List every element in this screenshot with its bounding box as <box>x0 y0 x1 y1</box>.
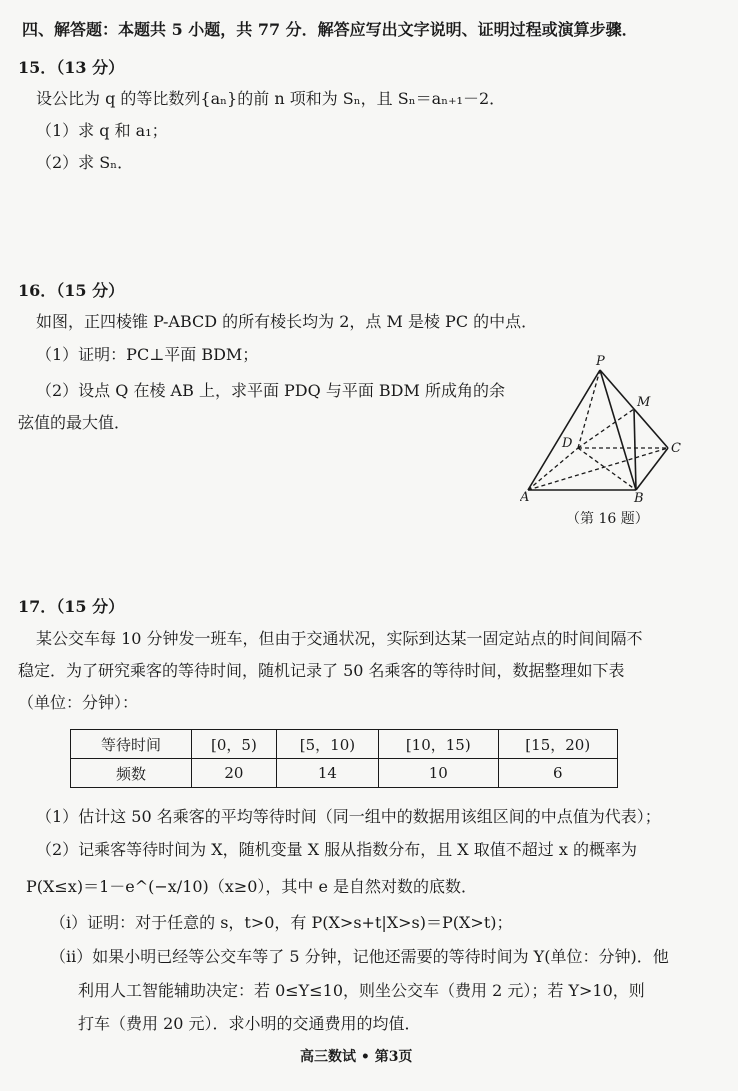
frequency-table <box>70 729 618 788</box>
q17-sub-ii-line3: 打车（费用 20 元）．求小明的交通费用的均值． <box>78 1014 421 1033</box>
count-cell: 20 <box>192 759 277 788</box>
edge-PD <box>578 370 600 448</box>
figure16-caption: （第 16 题） <box>566 511 649 527</box>
q15-header: 15．（13 分） <box>18 58 125 77</box>
q15-part2: （2）求 Sₙ． <box>36 153 134 172</box>
q17-stem-line3: （单位：分钟）： <box>18 693 139 712</box>
row-label-time: 等待时间 <box>71 730 192 759</box>
label-P: P <box>596 354 605 369</box>
q16-part2-line1: （2）设点 Q 在棱 AB 上，求平面 PDQ 与平面 BDM 所成角的余 <box>36 381 505 400</box>
edge-BC <box>636 448 668 490</box>
q17-stem-line1: 某公交车每 10 分钟发一班车，但由于交通状况，实际到达某一固定站点的时间间隔不 <box>36 629 643 648</box>
edge-PB <box>600 370 636 490</box>
q17-part2-line1: （2）记乘客等待时间为 X，随机变量 X 服从指数分布，且 X 取值不超过 x 的概率为 <box>36 840 637 859</box>
q15-stem: 设公比为 q 的等比数列{aₙ}的前 n 项和为 Sₙ，且 Sₙ＝aₙ₊₁－2． <box>36 89 506 108</box>
diag-DB <box>578 448 636 490</box>
q15-part1: （1）求 q 和 a₁； <box>36 121 168 140</box>
table-row <box>71 730 618 759</box>
q17-sub-i: （i）证明：对于任意的 s，t>0，有 P(X>s+t|X>s)＝P(X>t)； <box>50 913 513 932</box>
label-C: C <box>671 441 681 456</box>
interval-cell: [0，5) <box>192 730 277 759</box>
label-B: B <box>634 491 644 502</box>
segment-DM <box>578 409 634 448</box>
interval-cell: [5，10) <box>276 730 378 759</box>
q17-header: 17．（15 分） <box>18 597 125 616</box>
edge-AD <box>528 448 578 490</box>
section-heading: 四、解答题：本题共 5 小题，共 77 分．解答应写出文字说明、证明过程或演算步骤． <box>22 20 638 39</box>
label-D: D <box>562 436 573 451</box>
label-M: M <box>637 395 651 410</box>
q17-part1: （1）估计这 50 名乘客的平均等待时间（同一组中的数据用该组区间的中点值为代表）； <box>36 807 661 826</box>
count-cell: 10 <box>379 759 498 788</box>
row-label-freq: 频数 <box>71 759 192 788</box>
q17-formula: P(X≤x)＝1－e^(−x/10)（x≥0），其中 e 是自然对数的底数． <box>26 877 478 896</box>
pyramid-figure <box>520 352 700 502</box>
q17-sub-ii-line2: 利用人工智能辅助决定：若 0≤Y≤10，则坐公交车（费用 2 元）；若 Y>10，则 <box>78 981 645 1000</box>
table-row <box>71 759 618 788</box>
q16-part2-line2: 弦值的最大值． <box>18 413 131 432</box>
interval-cell: [15，20) <box>498 730 618 759</box>
count-cell: 6 <box>498 759 618 788</box>
page-footer: 高三数试 • 第3页 <box>300 1049 413 1065</box>
q17-sub-ii-line1: （ii）如果小明已经等公交车等了 5 分钟，记他还需要的等待时间为 Y(单位：分钟)．他 <box>50 947 669 966</box>
q17-stem-line2: 稳定．为了研究乘客的等待时间，随机记录了 50 名乘客的等待时间，数据整理如下表 <box>18 661 625 680</box>
q16-part1: （1）证明：PC⊥平面 BDM； <box>36 345 259 364</box>
count-cell: 14 <box>276 759 378 788</box>
interval-cell: [10，15) <box>379 730 498 759</box>
label-A: A <box>520 490 530 502</box>
q16-header: 16．（15 分） <box>18 281 125 300</box>
q16-stem: 如图，正四棱锥 P-ABCD 的所有棱长均为 2，点 M 是棱 PC 的中点． <box>36 312 538 331</box>
segment-MB <box>634 409 636 490</box>
